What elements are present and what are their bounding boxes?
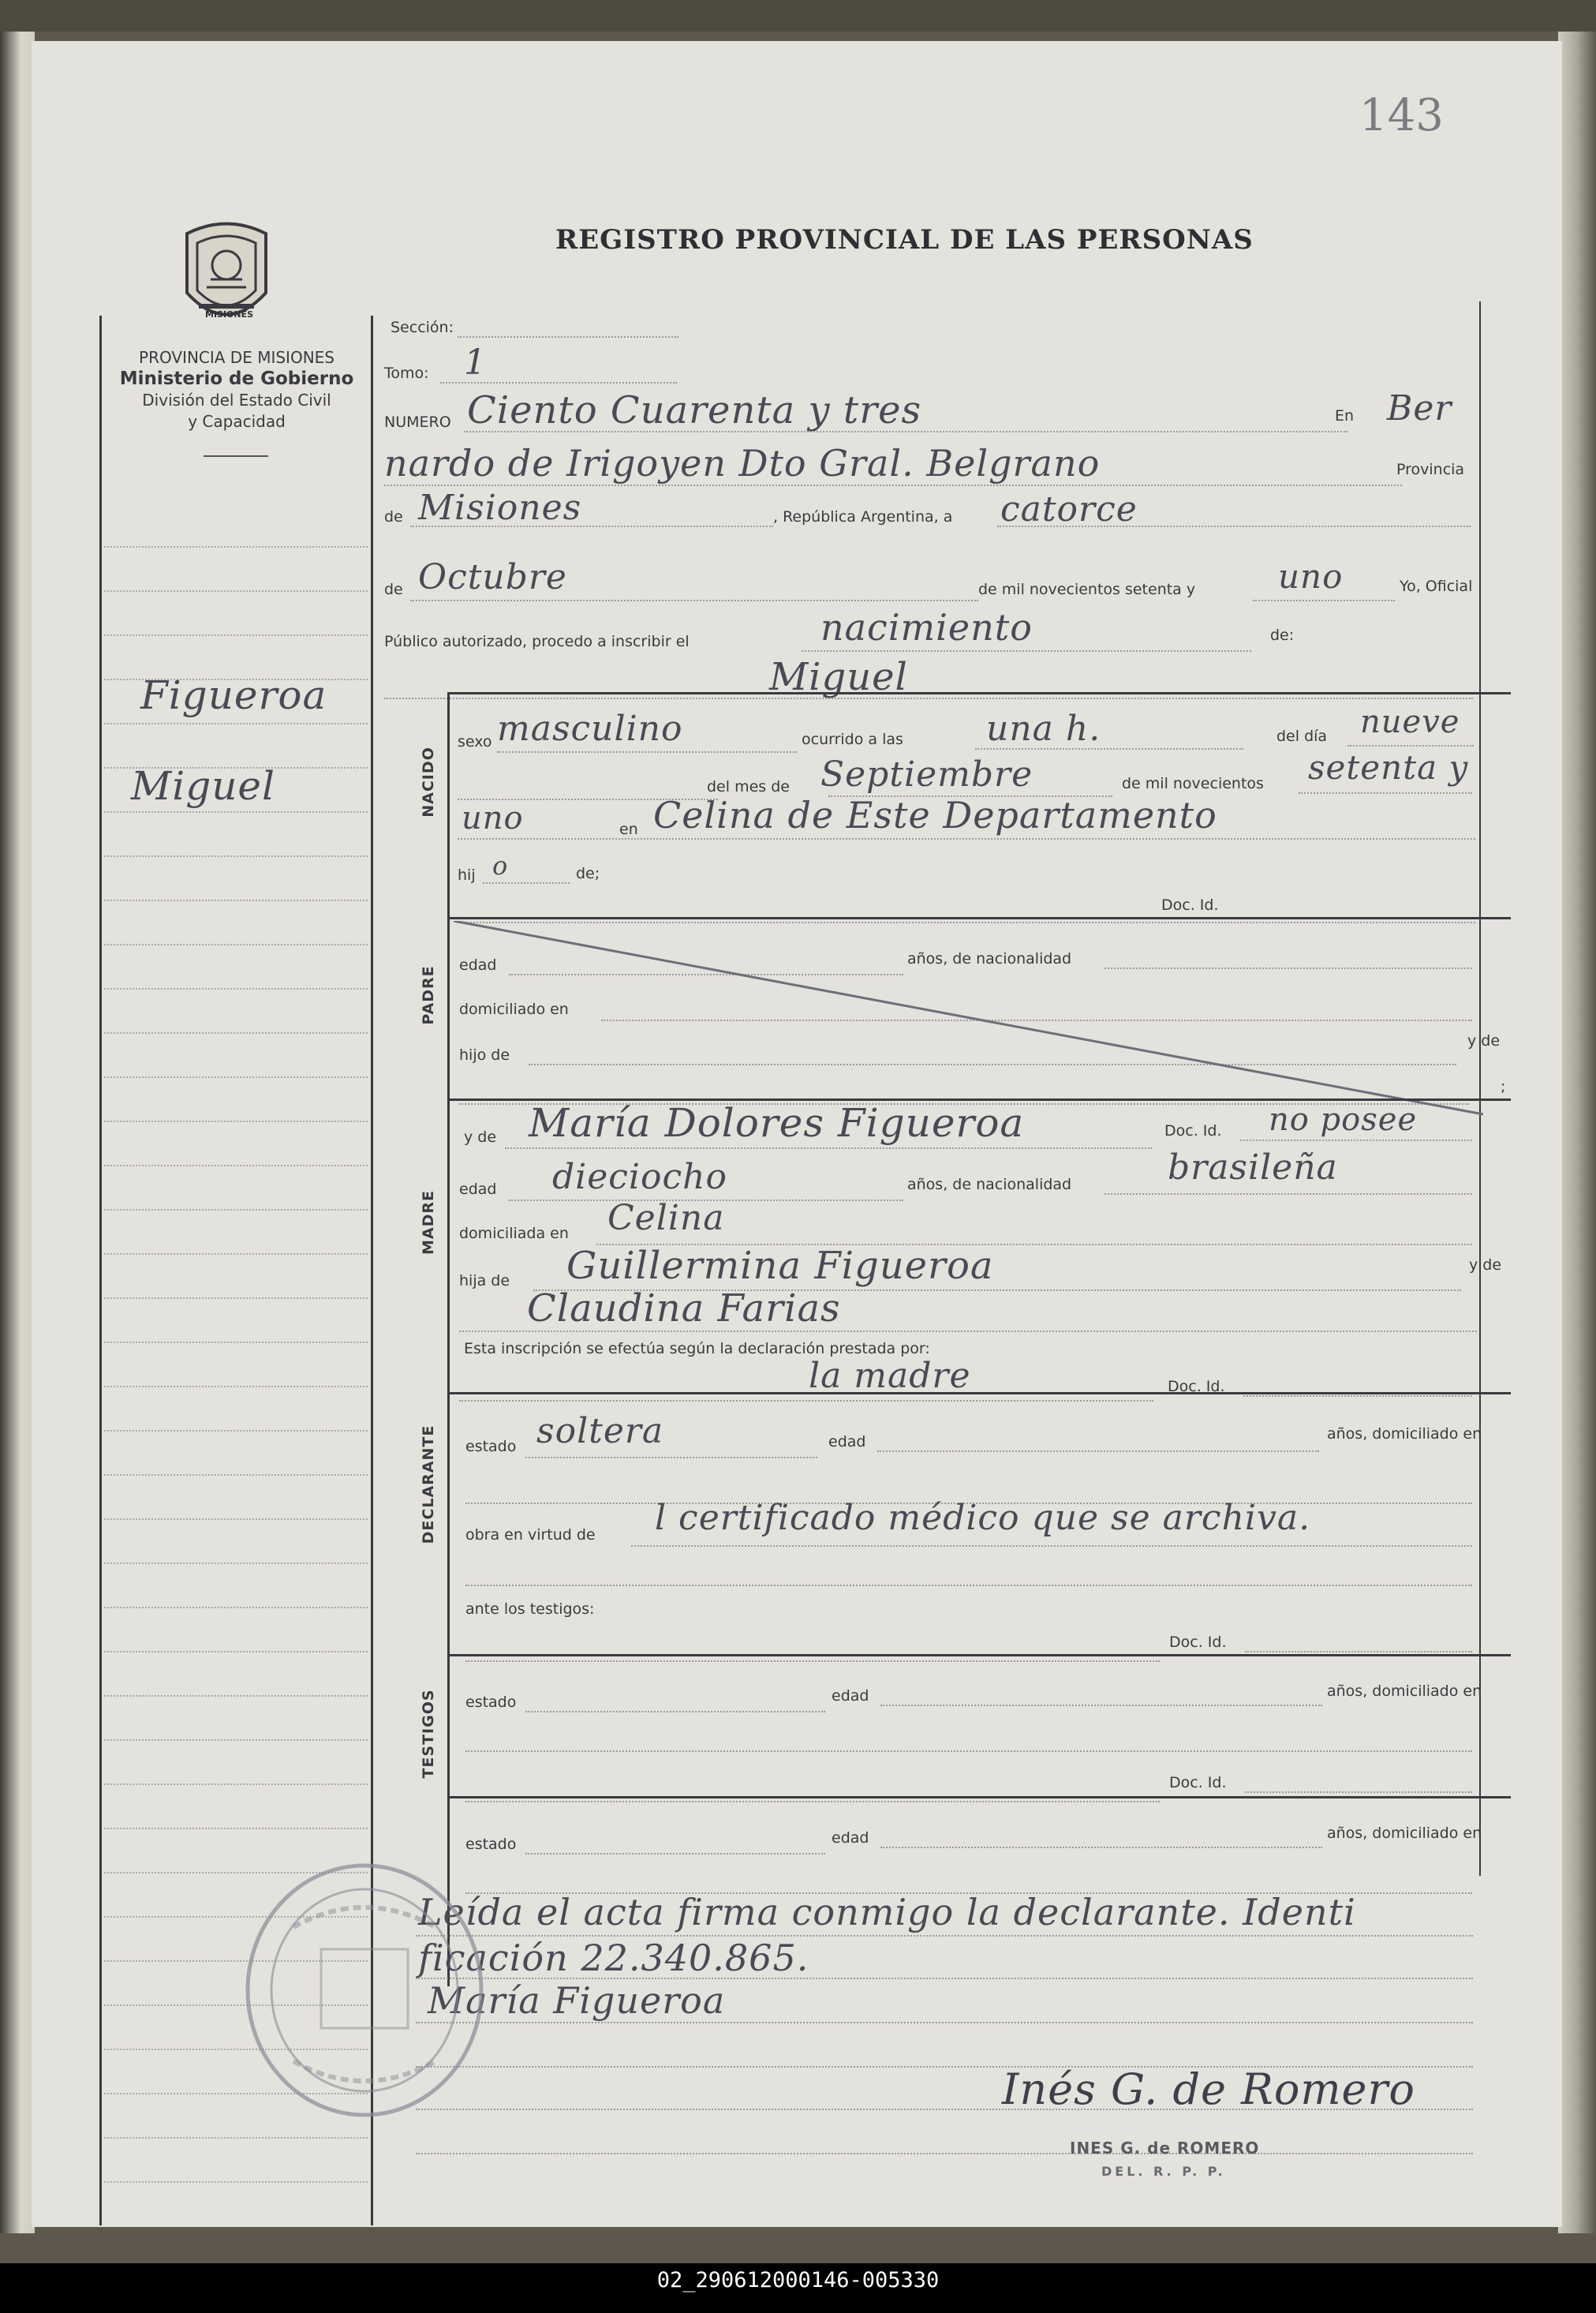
testigo2-estado-label: estado xyxy=(465,1836,517,1853)
margin-border-left xyxy=(99,316,102,2225)
book-edge-left xyxy=(0,32,35,2233)
margin-ruled-line xyxy=(104,1121,368,1122)
margin-ruled-line xyxy=(104,1209,368,1211)
margin-ruled-line xyxy=(104,1165,368,1166)
testigo2-top-border xyxy=(450,1796,1511,1798)
margin-ruled-line xyxy=(104,1651,368,1652)
testigo2-edad-line xyxy=(880,1847,1322,1848)
lugar-value: Celina de Este Departamento xyxy=(653,794,1217,836)
margin-ruled-line xyxy=(104,1032,368,1034)
padre-y-de-label: y de xyxy=(1467,1032,1501,1050)
madre-nombre-value: María Dolores Figueroa xyxy=(529,1100,1025,1146)
margin-ruled-line xyxy=(104,1563,368,1564)
dia-value: catorce xyxy=(1000,489,1138,530)
margin-ruled-line xyxy=(104,1828,368,1829)
madre-madre-line xyxy=(459,1331,1477,1332)
sexo-label: sexo xyxy=(458,733,492,750)
margin-ruled-line xyxy=(104,634,368,636)
de-label-2: de xyxy=(384,581,403,598)
margin-note-name: Miguel xyxy=(131,763,275,809)
official-stamp-name: INES G. de ROMERO xyxy=(1070,2139,1260,2158)
margin-ruled-line xyxy=(104,1739,368,1741)
division-name: División del Estado Civil xyxy=(142,391,331,410)
de-mil-label: de mil novecientos setenta y xyxy=(978,581,1196,598)
republica-label: , República Argentina, a xyxy=(773,508,953,526)
seccion-label: Sección: xyxy=(391,319,454,336)
lugar-line xyxy=(458,838,1475,840)
declarante-doc-label: Doc. Id. xyxy=(1168,1378,1225,1395)
testigos-doc-line-2 xyxy=(1245,1791,1472,1793)
testigos-section-label: TESTIGOS xyxy=(420,1689,437,1779)
del-dia-label: del día xyxy=(1276,728,1328,745)
emblem-text: MISIONES xyxy=(205,309,254,320)
dia-nac-value: nueve xyxy=(1360,704,1460,740)
margin-ruled-line xyxy=(104,855,368,857)
madre-doc-line xyxy=(1240,1140,1472,1141)
declarante-estado-value: soltera xyxy=(536,1411,664,1451)
mes-line xyxy=(410,600,978,601)
nacido-doc-label: Doc. Id. xyxy=(1161,896,1219,914)
madre-nombre-line xyxy=(505,1147,1152,1149)
official-stamp-role: DEL. R. P. P. xyxy=(1101,2164,1226,2179)
margin-ruled-line xyxy=(104,2181,368,2183)
de-colon-label: de: xyxy=(1270,627,1295,644)
madre-domicilio-value: Celina xyxy=(607,1198,725,1238)
margin-ruled-line xyxy=(104,590,368,592)
testigo1-estado-label: estado xyxy=(465,1694,517,1711)
padre-cross-out-line xyxy=(454,921,1487,1118)
page-number: 143 xyxy=(1359,90,1444,141)
padre-nacionalidad-label: años, de nacionalidad xyxy=(907,950,1072,967)
background-desk xyxy=(0,0,1596,32)
declarante-edad-label: edad xyxy=(828,1433,866,1450)
anio-nac-value-1: setenta y xyxy=(1308,748,1469,787)
nombre-line xyxy=(384,698,1473,699)
declarante-domicilio-label: años, domiciliado en xyxy=(1327,1425,1482,1443)
testigo2-estado-line xyxy=(525,1853,825,1855)
margin-ruled-line xyxy=(104,1783,368,1785)
madre-doc-value: no posee xyxy=(1269,1102,1418,1138)
margin-ruled-line xyxy=(104,1076,368,1078)
anio-line xyxy=(1253,600,1395,601)
en-value-part1: Ber xyxy=(1387,388,1452,429)
margin-ruled-line xyxy=(104,1253,368,1255)
declarante-estado-label: estado xyxy=(465,1438,517,1455)
madre-hija-label: hija de xyxy=(459,1272,510,1289)
testigo1-edad-label: edad xyxy=(832,1687,869,1705)
publico-label: Público autorizado, procedo a inscribir el xyxy=(384,633,690,650)
sexo-line xyxy=(497,751,797,753)
obra-value: l certificado médico que se archiva. xyxy=(655,1498,1311,1538)
margin-note-surname: Figueroa xyxy=(140,672,327,718)
anio-nac-line xyxy=(1299,792,1472,794)
margin-ruled-line xyxy=(104,1607,368,1608)
nombre-value: Miguel xyxy=(769,655,908,699)
numero-value: Ciento Cuarenta y tres xyxy=(467,388,922,432)
closing-note-line-1: Leída el acta firma conmigo la declarante. Identi xyxy=(418,1891,1356,1933)
madre-section-label: MADRE xyxy=(420,1190,437,1255)
dia-nac-line xyxy=(1347,745,1474,747)
institution-header xyxy=(103,347,371,432)
en-value-part2: nardo de Irigoyen Dto Gral. Belgrano xyxy=(384,442,1101,485)
official-signature: Inés G. de Romero xyxy=(1002,2064,1415,2114)
ante-testigos-label: ante los testigos: xyxy=(465,1600,595,1618)
acto-line xyxy=(802,650,1251,652)
footer-file-id: 02_290612000146-005330 xyxy=(656,2268,940,2292)
declarant-signature: María Figueroa xyxy=(428,1979,726,2022)
hij-value: o xyxy=(492,851,509,881)
testigos-doc-line-1 xyxy=(1245,1651,1472,1652)
y-de-madre-label: y de xyxy=(464,1128,497,1146)
nacido-top-border xyxy=(450,692,1511,694)
madre-madre-value: Claudina Farias xyxy=(527,1286,841,1331)
declarante-top-border xyxy=(450,1392,1511,1394)
document-title: REGISTRO PROVINCIAL DE LAS PERSONAS xyxy=(555,224,1254,256)
margin-ruled-line xyxy=(104,944,368,945)
testigo2-domicilio-label: años, domiciliado en xyxy=(1327,1825,1482,1842)
place-line xyxy=(384,485,1402,486)
margin-ruled-line xyxy=(104,1518,368,1520)
madre-domicilio-label: domiciliada en xyxy=(459,1225,569,1242)
del-mes-label: del mes de xyxy=(707,778,790,795)
provincia-value: Misiones xyxy=(418,488,582,528)
testigos-doc-label-1: Doc. Id. xyxy=(1169,1634,1227,1651)
inscripcion-label: Esta inscripción se efectúa según la declaración prestada por: xyxy=(464,1340,930,1357)
obra-line xyxy=(631,1545,1472,1547)
declarante-section-label: DECLARANTE xyxy=(420,1424,437,1544)
official-seal-icon xyxy=(238,1856,491,2124)
note-line-3 xyxy=(416,2022,1473,2023)
book-edge-right xyxy=(1558,32,1596,2233)
madre-y-de-label: y de xyxy=(1469,1256,1502,1274)
madre-nacionalidad-value: brasileña xyxy=(1168,1147,1338,1188)
padre-semicolon: ; xyxy=(1501,1078,1506,1095)
testigo1-estado-line xyxy=(525,1711,825,1712)
madre-padre-value: Guillermina Figueroa xyxy=(566,1244,994,1288)
testigos-top-border xyxy=(450,1654,1511,1656)
madre-nacionalidad-label: años, de nacionalidad xyxy=(907,1176,1072,1193)
tomo-label: Tomo: xyxy=(384,365,429,382)
margin-ruled-line xyxy=(104,723,368,724)
testigo1-edad-line xyxy=(880,1705,1322,1706)
madre-edad-label: edad xyxy=(459,1181,497,1198)
margin-ruled-line xyxy=(104,1430,368,1432)
declarante-value: la madre xyxy=(809,1356,971,1396)
de-semicolon-label: de; xyxy=(576,865,600,882)
testigos-name-line xyxy=(465,1660,1160,1662)
ministry-name: Ministerio de Gobierno xyxy=(119,369,354,389)
de-label-1: de xyxy=(384,508,403,526)
declarante-edad-line xyxy=(877,1450,1319,1452)
margin-ruled-line xyxy=(104,900,368,901)
sexo-value: masculino xyxy=(497,709,683,749)
province-emblem-icon xyxy=(175,218,278,339)
hij-line xyxy=(483,882,570,884)
division-capacity: y Capacidad xyxy=(188,412,286,431)
declarante-line xyxy=(459,1400,1153,1402)
de-mil-novecientos-label: de mil novecientos xyxy=(1122,775,1264,792)
hora-value: una h. xyxy=(986,709,1101,749)
margin-ruled-line xyxy=(104,1695,368,1697)
testigo1-name-line xyxy=(465,1801,1160,1802)
margin-ruled-line xyxy=(104,2137,368,2139)
ocurrido-label: ocurrido a las xyxy=(802,731,903,748)
mes-nac-value: Septiembre xyxy=(820,754,1033,795)
obra-extra-line xyxy=(465,1585,1472,1586)
margin-ruled-line xyxy=(104,546,368,548)
testigo1-domicilio-label: años, domiciliado en xyxy=(1327,1682,1482,1700)
padre-edad-label: edad xyxy=(459,956,497,974)
declarante-estado-line xyxy=(525,1457,817,1458)
acto-value: nacimiento xyxy=(820,606,1033,649)
document-page xyxy=(32,41,1562,2227)
padre-section-label: PADRE xyxy=(420,965,437,1025)
madre-doc-label: Doc. Id. xyxy=(1164,1122,1222,1140)
sections-divider xyxy=(447,692,450,1986)
margin-ruled-line xyxy=(104,1474,368,1476)
closing-note-line-2: ficación 22.340.865. xyxy=(418,1937,809,1979)
obra-label: obra en virtud de xyxy=(465,1526,596,1544)
testigo2-edad-label: edad xyxy=(832,1829,869,1847)
tomo-value: 1 xyxy=(464,342,487,383)
testigo1-domicilio-line xyxy=(465,1750,1472,1752)
nacido-section-label: NACIDO xyxy=(420,747,437,818)
anio-value: uno xyxy=(1278,557,1344,596)
margin-ruled-line xyxy=(104,1297,368,1299)
hij-label: hij xyxy=(458,866,476,884)
margin-ruled-line xyxy=(104,988,368,990)
madre-edad-value: dieciocho xyxy=(552,1157,727,1197)
margin-ruled-line xyxy=(104,1342,368,1343)
numero-label: NUMERO xyxy=(384,414,451,431)
declarante-doc-line xyxy=(1243,1395,1472,1397)
yo-oficial-label: Yo, Oficial xyxy=(1400,578,1473,595)
seccion-line xyxy=(458,336,678,338)
padre-top-border xyxy=(450,917,1511,919)
province-name: PROVINCIA DE MISIONES xyxy=(139,348,335,367)
en-label: En xyxy=(1335,407,1355,425)
padre-domicilio-label: domiciliado en xyxy=(459,1001,569,1018)
margin-ruled-line xyxy=(104,1386,368,1387)
header-divider xyxy=(204,455,268,457)
en-label-nacido: en xyxy=(619,821,638,838)
mes-value: Octubre xyxy=(418,557,567,597)
testigos-doc-label-2: Doc. Id. xyxy=(1169,1774,1227,1791)
margin-ruled-line xyxy=(104,811,368,813)
madre-nacionalidad-line xyxy=(1104,1193,1472,1195)
padre-hijo-label: hijo de xyxy=(459,1046,510,1064)
provincia-label: Provincia xyxy=(1396,461,1465,478)
anio-nac-value-2: uno xyxy=(462,800,524,836)
note-line-6 xyxy=(416,2153,1473,2154)
